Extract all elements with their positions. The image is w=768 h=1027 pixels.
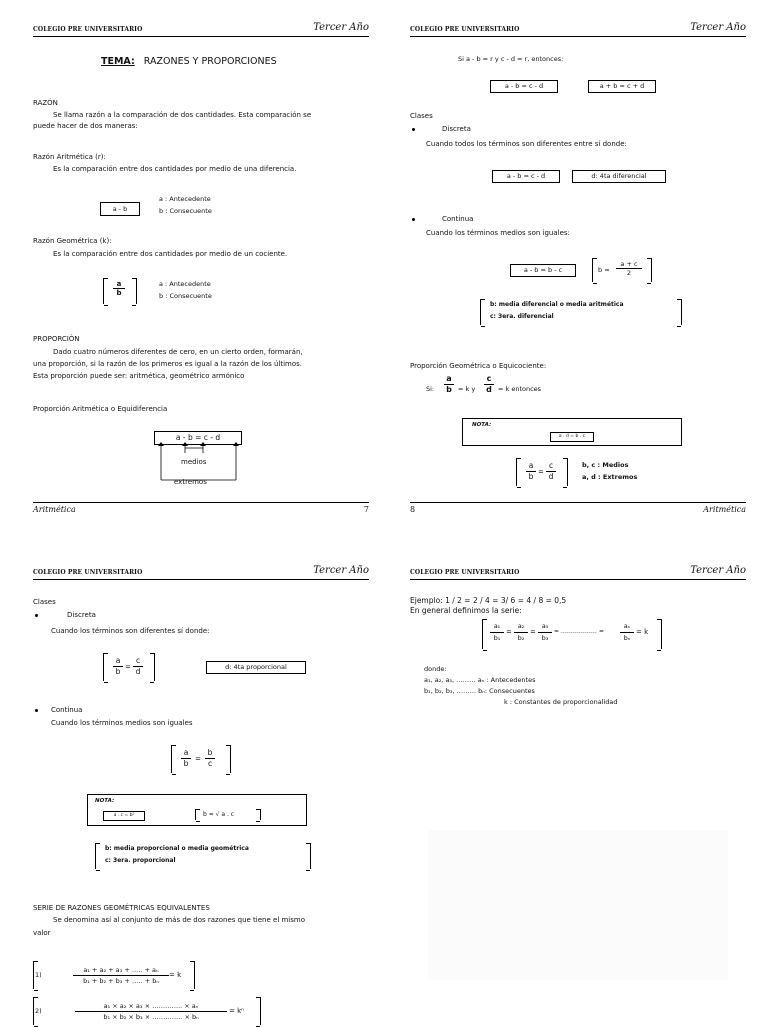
then-label: = k entonces <box>498 385 542 393</box>
bullet-icon <box>412 218 415 221</box>
fraction-numerator: a₁ + a₂ + a₃ + ….. + aₙ <box>73 965 169 976</box>
header-rule <box>33 579 369 580</box>
ratio-fraction <box>514 621 528 644</box>
year-label: Tercer Año <box>313 565 369 576</box>
consequents-def: b₁, b₂, b₃, ……… bₙ: Consecuentes <box>424 687 535 695</box>
constant-def: k : Constantes de proporcionalidad <box>504 698 618 706</box>
fraction-denominator: b <box>116 289 122 297</box>
means-label: medios <box>181 458 207 466</box>
subject-name: Aritmética <box>33 505 76 514</box>
geometric-proportion-heading: Proporción Geométrica o Equicociente: <box>410 362 547 370</box>
topic-name: RAZONES Y PROPORCIONES <box>143 56 277 67</box>
antecedent-label: a : Antecedente <box>159 280 211 288</box>
note-label: NOTA: <box>472 422 492 428</box>
item-2-label: 2) <box>35 1007 42 1015</box>
product-equation-box: a . d = b . c <box>550 432 594 442</box>
continuous-label: Continua <box>51 706 83 714</box>
equals-sign: = <box>195 755 201 763</box>
page-footer <box>410 502 746 518</box>
equation-box: a + b = c + d <box>588 80 656 93</box>
equation-box: a - b = c - d <box>490 80 558 93</box>
header-rule <box>33 36 369 37</box>
fraction-denominator: 2 <box>626 269 632 277</box>
footer-rule <box>410 502 746 503</box>
discrete-label: Discreta <box>67 611 96 619</box>
example-text: Ejemplo: 1 / 2 = 2 / 4 = 3/ 6 = 4 / 8 = 0,5 <box>410 596 567 605</box>
fraction-denominator: d <box>548 472 554 481</box>
fraction-numerator: b <box>205 748 215 759</box>
equals-k-label: = k y <box>458 385 476 393</box>
fraction-denominator: d <box>486 385 492 394</box>
fourth-differential-box: d: 4ta diferencial <box>572 170 666 183</box>
page-header <box>33 22 369 40</box>
header-rule <box>410 579 746 580</box>
fraction-numerator: a <box>113 280 125 289</box>
faint-watermark <box>428 830 728 980</box>
year-label: Tercer Año <box>690 22 746 33</box>
proportion-text-2: una proporción, si la razón de los primeros es igual a la razón de los últimos. <box>33 360 303 368</box>
page-8 <box>410 22 746 522</box>
school-name: COLEGIO PRE UNIVERSITARIO <box>33 26 143 33</box>
bullet-icon <box>35 709 38 712</box>
bullet-icon <box>35 614 38 617</box>
school-name: COLEGIO PRE UNIVERSITARIO <box>410 26 520 33</box>
ratio-fraction <box>133 656 143 677</box>
geo-si-label: Si: <box>426 385 435 393</box>
equals-sign: = <box>506 628 512 636</box>
footer-rule <box>33 502 369 503</box>
arithmetic-ratio-text: Es la comparación entre dos cantidades por medio de una diferencia. <box>53 165 297 173</box>
ratio-fraction <box>546 461 556 482</box>
ratio-fraction <box>444 374 454 395</box>
fraction-denominator: b₁ <box>493 634 501 642</box>
fraction-numerator: a₁ <box>490 621 504 633</box>
discrete-label: Discreta <box>442 125 471 133</box>
fraction-numerator: a <box>113 656 123 667</box>
ratio-fraction <box>538 621 552 644</box>
extremes-label: extremos <box>174 478 207 486</box>
fraction-numerator: c <box>133 656 143 667</box>
fraction-denominator: b <box>183 759 189 768</box>
equation-box: a - b = c - d <box>492 170 560 183</box>
year-label: Tercer Año <box>313 22 369 33</box>
square-equation-box: a . c = b² <box>103 811 145 821</box>
fraction-denominator: b <box>115 667 121 676</box>
root-formula: b = √ a . c <box>203 811 235 818</box>
fraction-numerator: a + c <box>616 260 642 269</box>
series-ellipsis: = ……………… = <box>554 628 604 635</box>
means-note: b, c : Medios <box>582 461 629 469</box>
topic-label: TEMA: <box>101 56 135 67</box>
ratio-fraction <box>620 621 634 644</box>
equals-sign: = <box>538 468 544 476</box>
geometric-ratio-heading: Razón Geométrica (k): <box>33 237 112 245</box>
page-header <box>410 565 746 583</box>
ratio-fraction <box>205 748 215 769</box>
page-header <box>410 22 746 40</box>
series-heading: SERIE DE RAZONES GEOMÉTRICAS EQUIVALENTES <box>33 904 210 912</box>
fraction-numerator: a <box>444 374 454 385</box>
consequent-label: b : Consecuente <box>159 292 212 300</box>
fraction-denominator: b₂ <box>517 634 525 642</box>
consequent-label: b : Consecuente <box>159 207 212 215</box>
fourth-proportional-box: d: 4ta proporcional <box>206 661 306 674</box>
year-label: Tercer Año <box>690 565 746 576</box>
third-proportional-note: c: 3era. proporcional <box>105 857 176 864</box>
arithmetic-proportion-heading: Proporción Aritmética o Equidiferencia <box>33 405 168 413</box>
equals-sign: = <box>530 628 536 636</box>
equals-k: = k <box>636 628 649 636</box>
mean-fraction <box>616 260 642 277</box>
arithmetic-ratio-heading: Razón Aritmética (r): <box>33 153 106 161</box>
page-header <box>33 565 369 583</box>
series-text-2: valor <box>33 929 51 937</box>
note-label: NOTA: <box>95 798 115 804</box>
extremes-note: a, d : Extremos <box>582 473 638 481</box>
fraction-numerator: c <box>546 461 556 472</box>
antecedents-def: a₁, a₂, a₃, ……… aₙ : Antecedentes <box>424 676 536 684</box>
fraction-denominator: d <box>135 667 141 676</box>
general-text: En general definimos la serie: <box>410 606 522 615</box>
fraction-denominator: bₙ <box>623 634 631 642</box>
ratio-fraction <box>181 748 191 769</box>
equals-k: = k <box>169 971 182 979</box>
bullet-icon <box>412 128 415 131</box>
fraction-denominator: b <box>528 472 534 481</box>
equals-sign: = <box>125 663 131 671</box>
mean-equals-label: b = <box>598 266 610 274</box>
fraction-numerator: a₁ × a₂ × a₃ × ………….. × aₙ <box>75 1001 227 1012</box>
geometric-ratio-text: Es la comparación entre dos cantidades por medio de un cociente. <box>53 250 288 258</box>
ratio-fraction <box>113 656 123 677</box>
proportion-heading: PROPORCIÓN <box>33 335 80 343</box>
page-number: 7 <box>363 505 369 514</box>
page-7 <box>33 22 369 522</box>
fraction-numerator: a₂ <box>514 621 528 633</box>
school-name: COLEGIO PRE UNIVERSITARIO <box>33 569 143 576</box>
third-differential-note: c: 3era. diferencial <box>490 313 554 320</box>
razon-heading: RAZÓN <box>33 99 58 107</box>
arithmetic-mean-note: b: media diferencial o media aritmética <box>490 301 624 308</box>
page-number: 8 <box>410 505 416 514</box>
classes-heading: Clases <box>33 598 56 606</box>
fraction-numerator: a <box>181 748 191 759</box>
equals-k-power: = kⁿ <box>229 1007 244 1015</box>
geometric-mean-note: b: media proporcional o media geométrica <box>105 845 249 852</box>
ratio-fraction <box>526 461 536 482</box>
where-label: donde: <box>424 665 447 673</box>
discrete-text: Cuando los términos son diferentes sí donde: <box>51 627 210 635</box>
discrete-text: Cuando todos los términos son diferentes entre sí donde: <box>426 140 627 148</box>
proportion-text-1: Dado cuatro números diferentes de cero, en un cierto orden, formarán, <box>53 348 303 356</box>
page-10 <box>410 565 746 1024</box>
school-name: COLEGIO PRE UNIVERSITARIO <box>410 569 520 576</box>
fraction-denominator: b₃ <box>541 634 549 642</box>
page-footer <box>33 502 369 518</box>
arithmetic-ratio-box: a - b <box>100 202 140 216</box>
subject-name: Aritmética <box>703 505 746 514</box>
continuous-label: Continua <box>442 215 474 223</box>
item-1-label: 1) <box>35 971 42 979</box>
topic-title <box>101 56 277 68</box>
fraction-numerator: a <box>526 461 536 472</box>
geometric-ratio-fraction <box>113 280 125 297</box>
fraction-denominator: c <box>207 759 213 768</box>
classes-heading: Clases <box>410 112 433 120</box>
continuous-text: Cuando los términos medios son iguales: <box>426 229 570 237</box>
header-rule <box>410 36 746 37</box>
ratio-fraction <box>490 621 504 644</box>
series-text-1: Se denomina así al conjunto de más de dos razones que tiene el mismo <box>53 916 305 924</box>
formula-bracket <box>171 745 231 773</box>
equation-box: a - b = b - c <box>510 264 576 277</box>
razon-text-2: puede hacer de dos maneras: <box>33 122 138 130</box>
continuous-text: Cuando los términos medios son iguales <box>51 719 193 727</box>
razon-text-1: Se llama razón a la comparación de dos cantidades. Esta comparación se <box>53 111 312 119</box>
equidifference-box: a - b = c - d <box>154 431 242 445</box>
antecedent-label: a : Antecedente <box>159 195 211 203</box>
fraction-denominator: b <box>446 385 452 394</box>
series-sum-fraction <box>73 965 169 986</box>
proportion-text-3: Esta proporción puede ser: aritmética, geométrico armónico <box>33 372 245 380</box>
ratio-fraction <box>484 374 494 395</box>
fraction-denominator: b₁ + b₂ + b₃ + ….. + bₙ <box>83 977 159 985</box>
fraction-numerator: c <box>484 374 494 385</box>
fraction-numerator: a₃ <box>538 621 552 633</box>
condition-text: Si a - b = r y c - d = r, entonces: <box>458 55 564 63</box>
fraction-numerator: aₙ <box>620 621 634 633</box>
series-product-fraction <box>75 1001 227 1022</box>
fraction-denominator: b₁ × b₂ × b₃ × ………….. × bₙ <box>103 1013 199 1021</box>
page-9 <box>33 565 369 1024</box>
